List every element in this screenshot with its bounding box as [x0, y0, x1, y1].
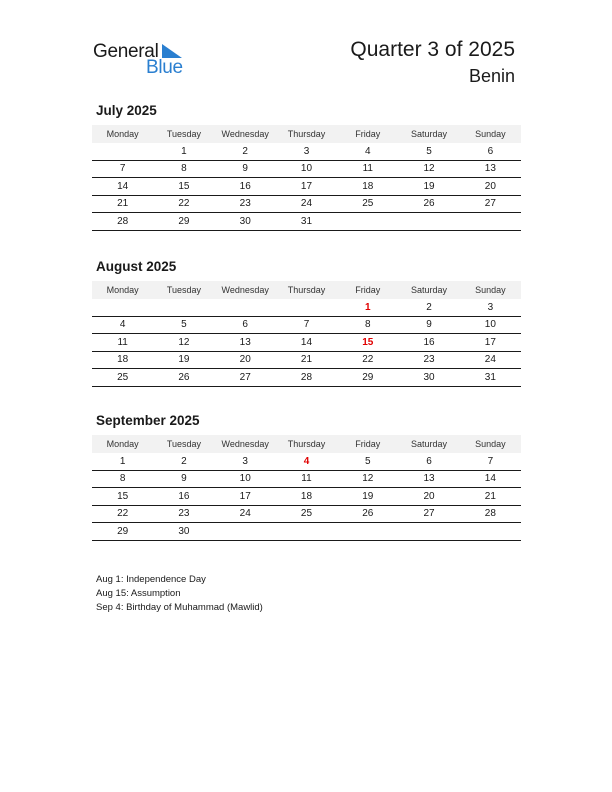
day-cell: 19	[153, 351, 214, 369]
weekday-header: Friday	[337, 125, 398, 143]
empty-day-cell	[398, 523, 459, 541]
day-cell: 31	[276, 213, 337, 231]
day-cell: 5	[153, 316, 214, 334]
week-row	[92, 213, 521, 231]
day-cell: 17	[215, 488, 276, 506]
day-cell: 28	[92, 213, 153, 231]
week-row	[92, 334, 521, 352]
day-cell: 24	[215, 505, 276, 523]
day-cell: 11	[92, 334, 153, 352]
calendar-table	[92, 125, 521, 231]
weekday-header: Saturday	[398, 281, 459, 299]
day-cell: 28	[276, 369, 337, 387]
month-title: September 2025	[96, 413, 200, 428]
day-cell: 13	[460, 160, 521, 178]
holiday-day-cell: 15	[337, 334, 398, 352]
weekday-header: Thursday	[276, 125, 337, 143]
day-cell: 29	[337, 369, 398, 387]
day-cell: 22	[153, 195, 214, 213]
day-cell: 6	[460, 143, 521, 160]
day-cell: 17	[460, 334, 521, 352]
empty-day-cell	[460, 523, 521, 541]
holiday-day-cell: 4	[276, 453, 337, 470]
weekday-header: Friday	[337, 435, 398, 453]
week-row	[92, 195, 521, 213]
day-cell: 27	[398, 505, 459, 523]
day-cell: 2	[215, 143, 276, 160]
empty-day-cell	[398, 213, 459, 231]
day-cell: 31	[460, 369, 521, 387]
day-cell: 26	[337, 505, 398, 523]
day-cell: 21	[460, 488, 521, 506]
day-cell: 1	[153, 143, 214, 160]
day-cell: 3	[276, 143, 337, 160]
month-july	[92, 103, 521, 231]
day-cell: 13	[398, 470, 459, 488]
day-cell: 7	[276, 316, 337, 334]
weekday-header: Saturday	[398, 125, 459, 143]
day-cell: 2	[398, 299, 459, 316]
weekday-header: Monday	[92, 281, 153, 299]
weekday-header: Sunday	[460, 281, 521, 299]
holiday-notes	[96, 573, 263, 614]
day-cell: 7	[460, 453, 521, 470]
day-cell: 29	[92, 523, 153, 541]
day-cell: 30	[153, 523, 214, 541]
logo-word-blue: Blue	[146, 57, 183, 78]
day-cell: 15	[153, 178, 214, 196]
logo-word-general: General	[93, 41, 159, 62]
month-august	[92, 259, 521, 387]
day-cell: 5	[398, 143, 459, 160]
day-cell: 30	[398, 369, 459, 387]
day-cell: 24	[460, 351, 521, 369]
day-cell: 28	[460, 505, 521, 523]
day-cell: 11	[337, 160, 398, 178]
day-cell: 27	[215, 369, 276, 387]
day-cell: 3	[460, 299, 521, 316]
day-cell: 21	[92, 195, 153, 213]
holiday-note: Sep 4: Birthday of Muhammad (Mawlid)	[96, 601, 263, 613]
holiday-day-cell: 1	[337, 299, 398, 316]
weekday-header: Wednesday	[215, 435, 276, 453]
weekday-header: Wednesday	[215, 281, 276, 299]
empty-day-cell	[92, 299, 153, 316]
weekday-header: Thursday	[276, 435, 337, 453]
week-row	[92, 160, 521, 178]
day-cell: 25	[337, 195, 398, 213]
day-cell: 20	[460, 178, 521, 196]
week-row	[92, 369, 521, 387]
empty-day-cell	[215, 523, 276, 541]
weekday-header: Friday	[337, 281, 398, 299]
day-cell: 14	[276, 334, 337, 352]
logo-triangle-icon	[162, 44, 182, 58]
day-cell: 4	[92, 316, 153, 334]
page-title: Quarter 3 of 2025	[350, 38, 515, 61]
day-cell: 9	[398, 316, 459, 334]
calendar-table	[92, 281, 521, 387]
day-cell: 6	[215, 316, 276, 334]
empty-day-cell	[92, 143, 153, 160]
week-row	[92, 143, 521, 160]
weekday-header: Monday	[92, 125, 153, 143]
calendar-table	[92, 435, 521, 541]
weekday-header: Saturday	[398, 435, 459, 453]
day-cell: 9	[153, 470, 214, 488]
month-title: July 2025	[96, 103, 157, 118]
day-cell: 16	[153, 488, 214, 506]
week-row	[92, 470, 521, 488]
day-cell: 25	[92, 369, 153, 387]
holiday-note: Aug 1: Independence Day	[96, 574, 206, 585]
day-cell: 22	[92, 505, 153, 523]
empty-day-cell	[215, 299, 276, 316]
day-cell: 15	[92, 488, 153, 506]
week-row	[92, 453, 521, 470]
week-row	[92, 351, 521, 369]
week-row	[92, 523, 521, 541]
day-cell: 22	[337, 351, 398, 369]
empty-day-cell	[153, 299, 214, 316]
day-cell: 13	[215, 334, 276, 352]
day-cell: 12	[337, 470, 398, 488]
day-cell: 14	[92, 178, 153, 196]
day-cell: 14	[460, 470, 521, 488]
day-cell: 20	[398, 488, 459, 506]
day-cell: 16	[215, 178, 276, 196]
month-title: August 2025	[96, 259, 177, 274]
day-cell: 12	[398, 160, 459, 178]
day-cell: 23	[398, 351, 459, 369]
day-cell: 16	[398, 334, 459, 352]
day-cell: 30	[215, 213, 276, 231]
month-september	[92, 413, 521, 541]
day-cell: 19	[337, 488, 398, 506]
week-row	[92, 488, 521, 506]
day-cell: 2	[153, 453, 214, 470]
weekday-header: Sunday	[460, 435, 521, 453]
day-cell: 26	[153, 369, 214, 387]
week-row	[92, 299, 521, 316]
empty-day-cell	[337, 213, 398, 231]
day-cell: 3	[215, 453, 276, 470]
weekday-header: Tuesday	[153, 125, 214, 143]
day-cell: 27	[460, 195, 521, 213]
day-cell: 19	[398, 178, 459, 196]
week-row	[92, 316, 521, 334]
day-cell: 10	[215, 470, 276, 488]
day-cell: 10	[460, 316, 521, 334]
day-cell: 12	[153, 334, 214, 352]
day-cell: 8	[337, 316, 398, 334]
weekday-header: Tuesday	[153, 435, 214, 453]
day-cell: 23	[153, 505, 214, 523]
day-cell: 9	[215, 160, 276, 178]
day-cell: 10	[276, 160, 337, 178]
day-cell: 1	[92, 453, 153, 470]
day-cell: 24	[276, 195, 337, 213]
day-cell: 18	[276, 488, 337, 506]
day-cell: 18	[337, 178, 398, 196]
day-cell: 18	[92, 351, 153, 369]
day-cell: 26	[398, 195, 459, 213]
empty-day-cell	[276, 299, 337, 316]
day-cell: 25	[276, 505, 337, 523]
day-cell: 29	[153, 213, 214, 231]
weekday-header: Wednesday	[215, 125, 276, 143]
day-cell: 7	[92, 160, 153, 178]
day-cell: 21	[276, 351, 337, 369]
day-cell: 6	[398, 453, 459, 470]
day-cell: 8	[153, 160, 214, 178]
week-row	[92, 505, 521, 523]
week-row	[92, 178, 521, 196]
empty-day-cell	[337, 523, 398, 541]
generalblue-logo	[93, 41, 193, 81]
holiday-note: Aug 15: Assumption	[96, 587, 181, 599]
empty-day-cell	[460, 213, 521, 231]
empty-day-cell	[276, 523, 337, 541]
weekday-header: Monday	[92, 435, 153, 453]
day-cell: 5	[337, 453, 398, 470]
day-cell: 4	[337, 143, 398, 160]
day-cell: 23	[215, 195, 276, 213]
day-cell: 8	[92, 470, 153, 488]
day-cell: 17	[276, 178, 337, 196]
day-cell: 20	[215, 351, 276, 369]
weekday-header: Sunday	[460, 125, 521, 143]
day-cell: 11	[276, 470, 337, 488]
weekday-header: Thursday	[276, 281, 337, 299]
weekday-header: Tuesday	[153, 281, 214, 299]
country-name: Benin	[468, 66, 515, 86]
